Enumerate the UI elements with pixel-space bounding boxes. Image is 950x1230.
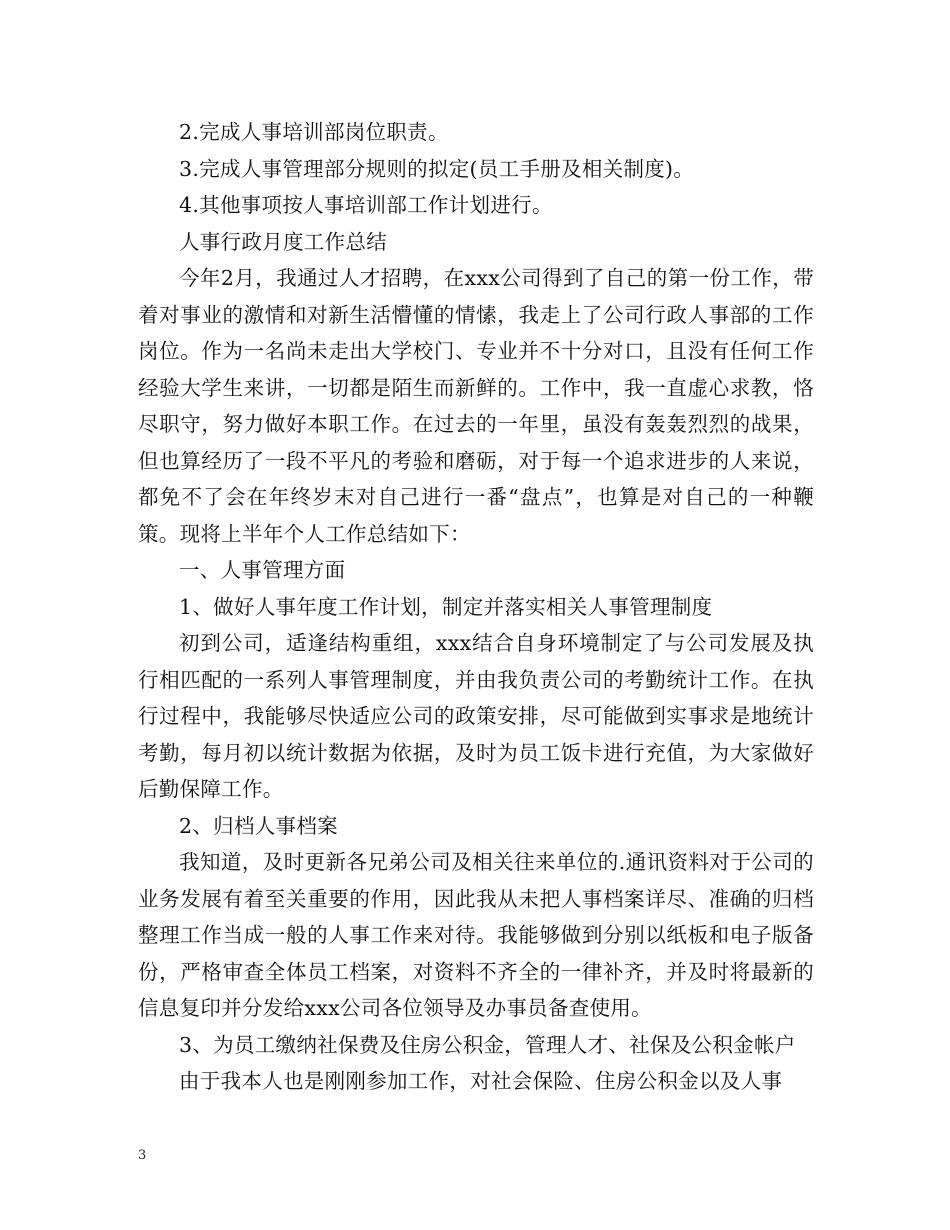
list-item-2: 2.完成人事培训部岗位职责。 [179,120,449,144]
subheading-archives: 2、归档人事档案 [179,813,338,838]
intro-paragraph: 今年2月，我通过人才招聘，在xxx公司得到了自己的第一份工作，带着对事业的激情和对新生活懵懂的情愫，我走上了公司行政人事部的工作岗位。作为一名尚未走出大学校门、专业并不十分对口，且没有任何工作经验大学生来讲，一切都是陌生而新鲜的。工作中，我一直虚心求教，恪尽职守，努力做好本职工作。在过去的一年里，虽没有轰轰烈烈的战果，但也算经历了一段不平凡的考验和磨砺，对于每一个追求进步的人来说，都免不了会在年终岁末对自己进行一番“盘点”，也算是对自己的一种鞭策。现将上半年个人工作总结如下： [138,266,814,546]
heading-personnel-management: 一、人事管理方面 [179,558,346,582]
paragraph-social-security: 由于我本人也是刚刚参加工作，对社会保险、住房公积金以及人事 [179,1069,783,1093]
list-item-3: 3.完成人事管理部分规则的拟定(员工手册及相关制度)。 [179,156,695,181]
page-number: 3 [138,1148,147,1163]
section-title: 人事行政月度工作总结 [179,229,387,254]
subheading-social-security: 3、为员工缴纳社保费及住房公积金，管理人才、社保及公积金帐户 [179,1032,796,1057]
paragraph-attendance: 初到公司，适逢结构重组，xxx结合自身环境制定了与公司发展及执行相匹配的一系列人事管理制度，并由我负责公司的考勤统计工作。在执行过程中，我能够尽快适应公司的政策安排，尽可能做到实事求是地统计考勤，每月初以统计数据为依据，及时为员工饭卡进行充值，为大家做好后勤保障工作。 [138,631,814,801]
list-item-4: 4.其他事项按人事培训部工作计划进行。 [179,193,553,217]
subheading-annual-plan: 1、做好人事年度工作计划，制定并落实相关人事管理制度 [179,594,713,619]
document-body [138,114,814,1100]
paragraph-archives: 我知道，及时更新各兄弟公司及相关往来单位的.通讯资料对于公司的业务发展有着至关重要的作用，因此我从未把人事档案详尽、准确的归档整理工作当成一般的人事工作来对待。我能够做到分别以纸板和电子版备份，严格审查全体员工档案，对资料不齐全的一律补齐，并及时将最新的信息复印并分发给xxx公司各位领导及办事员备查使用。 [138,850,814,1020]
